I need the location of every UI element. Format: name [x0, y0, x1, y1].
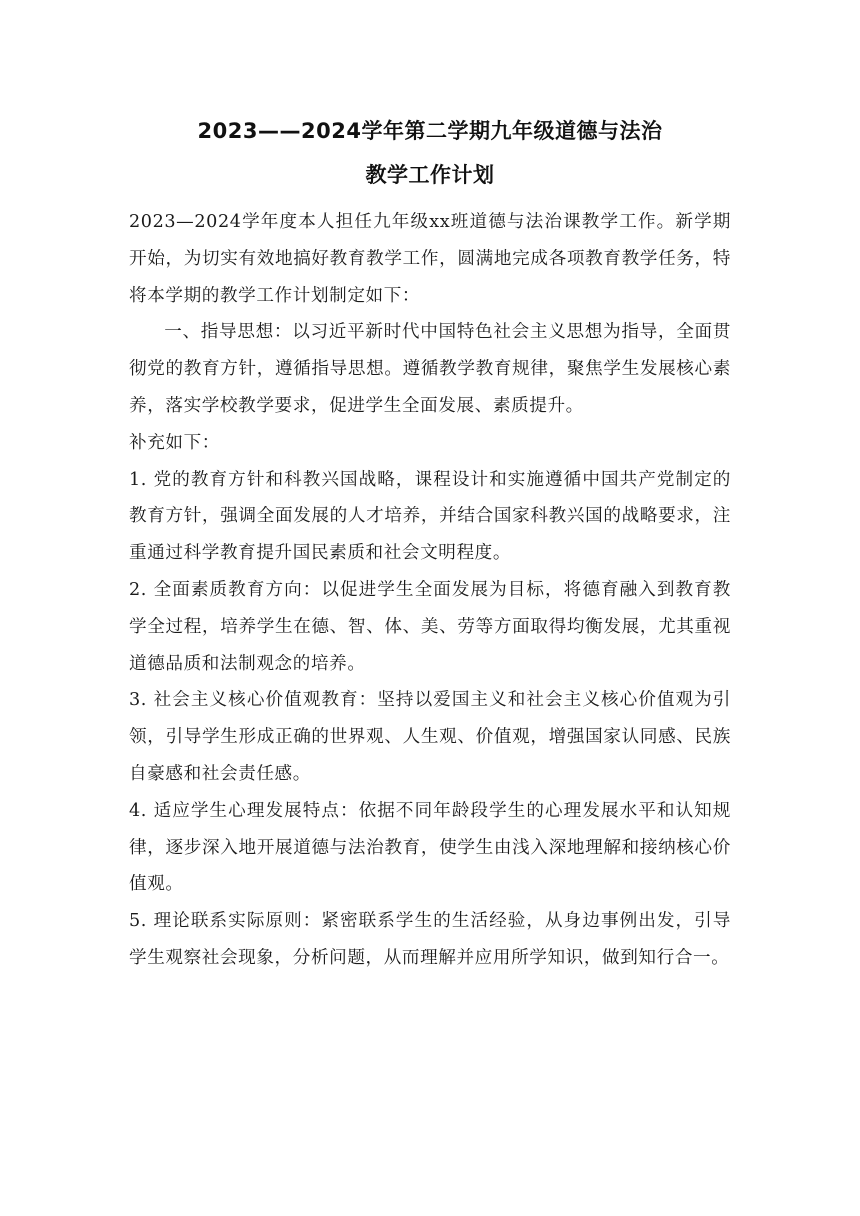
document-title-line-1: 2023——2024学年第二学期九年级道德与法治: [197, 119, 663, 143]
list-item: 5. 理论联系实际原则：紧密联系学生的生活经验，从身边事例出发，引导学生观察社会现象，分析问题，从而理解并应用所学知识，做到知行合一。: [129, 911, 731, 968]
intro-paragraph: 2023—2024学年度本人担任九年级xx班道德与法治课教学工作。新学期开始，为切实有效地搞好教育教学工作，圆满地完成各项教育教学任务，特将本学期的教学工作计划制定如下：: [129, 212, 731, 306]
list-item: 1. 党的教育方针和科教兴国战略，课程设计和实施遵循中国共产党制定的教育方针，强调全面发展的人才培养，并结合国家科教兴国的战略要求，注重通过科学教育提升国民素质和社会文明程度。: [129, 469, 731, 564]
document-title-line-2: 教学工作计划: [365, 163, 495, 187]
guiding-thought-paragraph: 一、指导思想：以习近平新时代中国特色社会主义思想为指导，全面贯彻党的教育方针，遵循指导思想。遵循教学教育规律，聚焦学生发展核心素养，落实学校教学要求，促进学生全面发展、素质提升。: [129, 322, 731, 416]
list-item: 4. 适应学生心理发展特点：依据不同年龄段学生的心理发展水平和认知规律，逐步深入地开展道德与法治教育，使学生由浅入深地理解和接纳核心价值观。: [129, 800, 731, 895]
document-body: [129, 204, 731, 977]
supplement-label: 补充如下：: [129, 432, 220, 453]
list-item: 3. 社会主义核心价值观教育：坚持以爱国主义和社会主义核心价值观为引领，引导学生形成正确的世界观、人生观、价值观，增强国家认同感、民族自豪感和社会责任感。: [129, 690, 731, 784]
list-item: 2. 全面素质教育方向：以促进学生全面发展为目标，将德育融入到教育教学全过程，培养学生在德、智、体、美、劳等方面取得均衡发展，尤其重视道德品质和法制观念的培养。: [129, 579, 731, 674]
